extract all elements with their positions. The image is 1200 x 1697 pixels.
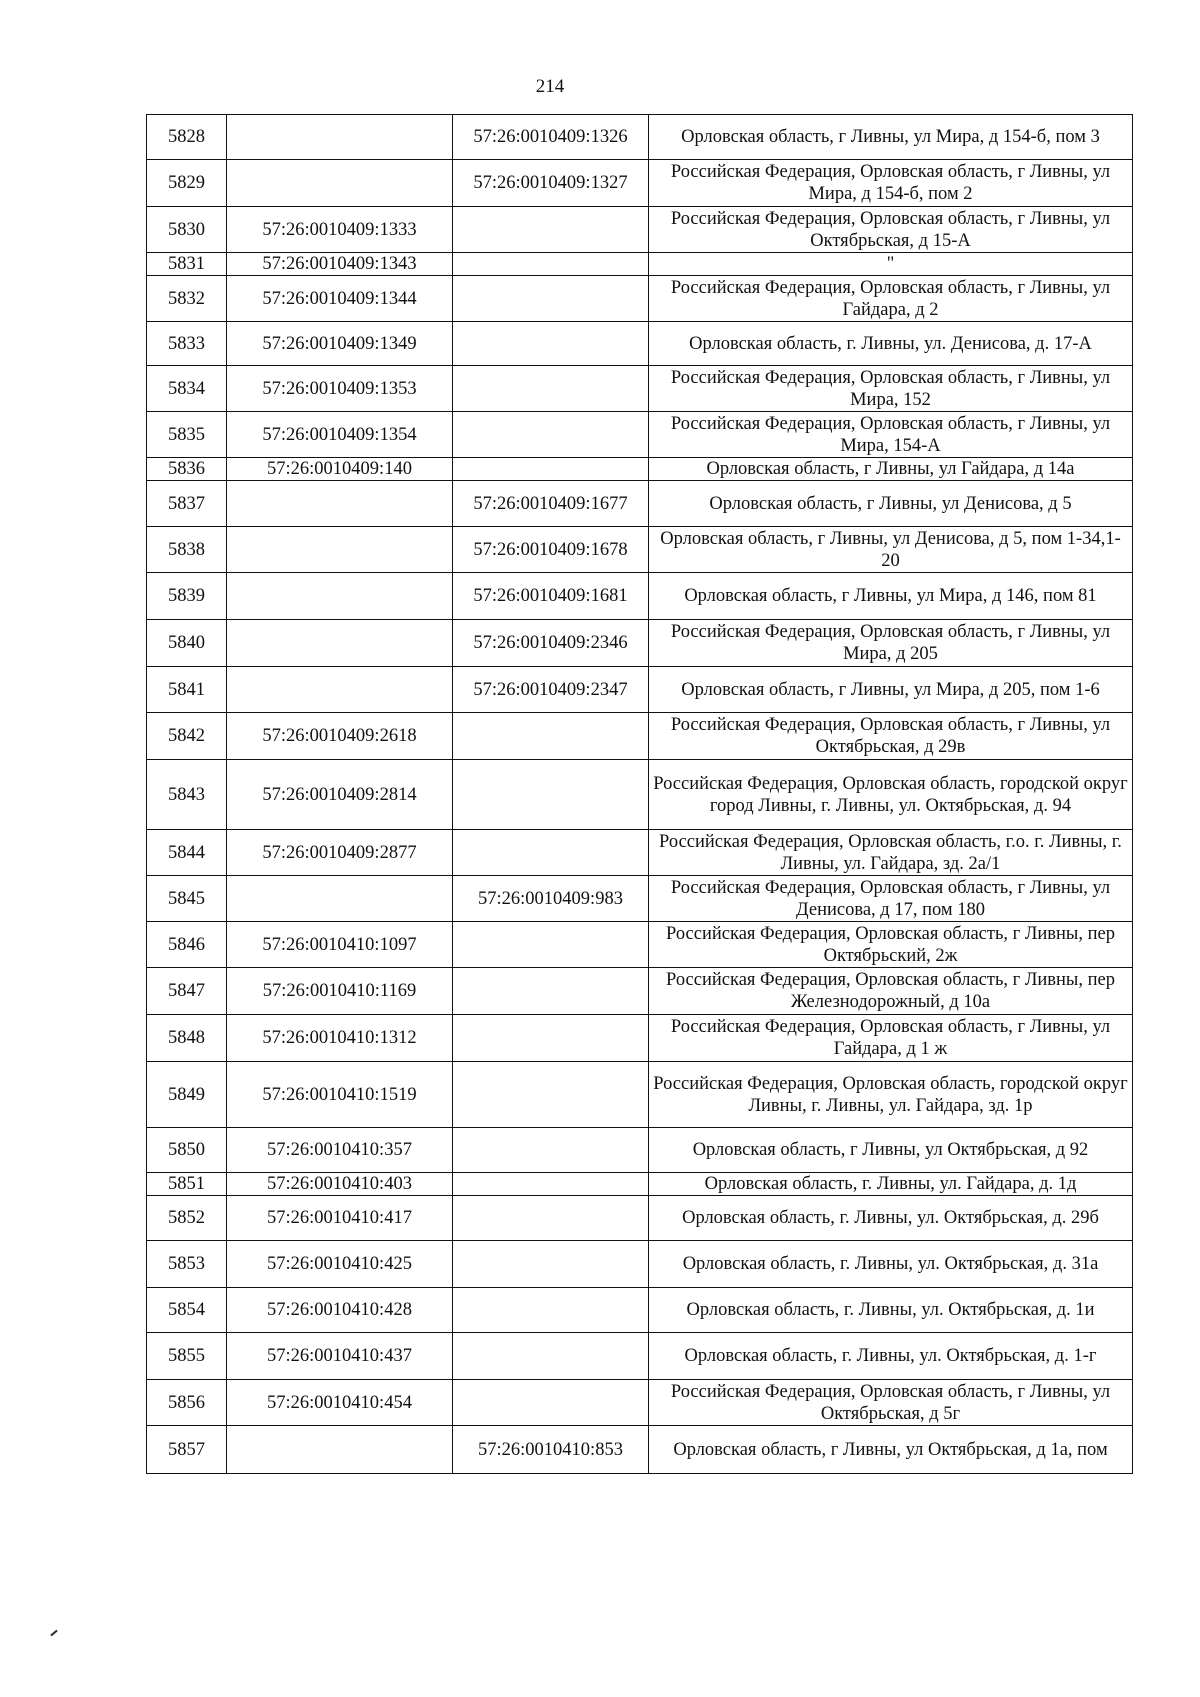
address: Орловская область, г. Ливны, ул. Гайдара, д. 1д: [649, 1173, 1133, 1196]
object-cadastral-number: 57:26:0010409:1326: [453, 115, 649, 160]
row-number: 5857: [147, 1426, 227, 1474]
object-cadastral-number: [453, 1128, 649, 1173]
row-number: 5834: [147, 366, 227, 412]
object-cadastral-number: 57:26:0010410:853: [453, 1426, 649, 1474]
row-number: 5848: [147, 1015, 227, 1062]
parcel-cadastral-number: 57:26:0010409:2877: [227, 830, 453, 876]
address: Орловская область, г Ливны, ул Октябрьская, д 1а, пом: [649, 1426, 1133, 1474]
parcel-cadastral-number: 57:26:0010410:1312: [227, 1015, 453, 1062]
address: Орловская область, г Ливны, ул Октябрьская, д 92: [649, 1128, 1133, 1173]
parcel-cadastral-number: 57:26:0010409:1353: [227, 366, 453, 412]
row-number: 5855: [147, 1333, 227, 1380]
address: Российская Федерация, Орловская область, г Ливны, ул Октябрьская, д 29в: [649, 713, 1133, 760]
address: Российская Федерация, Орловская область, городской округ город Ливны, г. Ливны, ул. Октябрьская, д. 94: [649, 760, 1133, 830]
table-row: [147, 276, 1133, 322]
address: Российская Федерация, Орловская область, г Ливны, ул Октябрьская, д 15-А: [649, 207, 1133, 253]
address: Орловская область, г Ливны, ул Мира, д 205, пом 1-6: [649, 667, 1133, 713]
parcel-cadastral-number: 57:26:0010409:2618: [227, 713, 453, 760]
parcel-cadastral-number: 57:26:0010410:417: [227, 1196, 453, 1241]
row-number: 5842: [147, 713, 227, 760]
table-row: [147, 115, 1133, 160]
row-number: 5830: [147, 207, 227, 253]
row-number: 5828: [147, 115, 227, 160]
table-row: [147, 527, 1133, 573]
parcel-cadastral-number: 57:26:0010410:403: [227, 1173, 453, 1196]
address: Орловская область, г Ливны, ул Денисова, д 5: [649, 481, 1133, 527]
address: Российская Федерация, Орловская область, городской округ Ливны, г. Ливны, ул. Гайдара, зд. 1р: [649, 1062, 1133, 1128]
row-number: 5831: [147, 253, 227, 276]
table-row: [147, 922, 1133, 968]
parcel-cadastral-number: [227, 527, 453, 573]
address: Орловская область, г Ливны, ул Мира, д 146, пом 81: [649, 573, 1133, 620]
parcel-cadastral-number: 57:26:0010410:1169: [227, 968, 453, 1015]
address: Российская Федерация, Орловская область, г Ливны, ул Октябрьская, д 5г: [649, 1380, 1133, 1426]
table-row: [147, 573, 1133, 620]
table-row: [147, 760, 1133, 830]
object-cadastral-number: [453, 1196, 649, 1241]
address: Орловская область, г. Ливны, ул. Октябрьская, д. 29б: [649, 1196, 1133, 1241]
table-row: [147, 830, 1133, 876]
parcel-cadastral-number: 57:26:0010410:1097: [227, 922, 453, 968]
parcel-cadastral-number: [227, 481, 453, 527]
row-number: 5851: [147, 1173, 227, 1196]
registry-body: [147, 115, 1133, 1474]
table-row: [147, 876, 1133, 922]
address: Российская Федерация, Орловская область, г Ливны, пер Железнодорожный, д 10а: [649, 968, 1133, 1015]
row-number: 5846: [147, 922, 227, 968]
object-cadastral-number: [453, 922, 649, 968]
parcel-cadastral-number: [227, 115, 453, 160]
object-cadastral-number: [453, 207, 649, 253]
address: ": [649, 253, 1133, 276]
parcel-cadastral-number: 57:26:0010410:454: [227, 1380, 453, 1426]
table-row: [147, 160, 1133, 207]
parcel-cadastral-number: [227, 160, 453, 207]
parcel-cadastral-number: [227, 1426, 453, 1474]
address: Орловская область, г Ливны, ул Гайдара, д 14а: [649, 458, 1133, 481]
parcel-cadastral-number: 57:26:0010410:1519: [227, 1062, 453, 1128]
row-number: 5835: [147, 412, 227, 458]
row-number: 5839: [147, 573, 227, 620]
row-number: 5836: [147, 458, 227, 481]
table-row: [147, 620, 1133, 667]
object-cadastral-number: [453, 713, 649, 760]
object-cadastral-number: [453, 1062, 649, 1128]
object-cadastral-number: [453, 968, 649, 1015]
parcel-cadastral-number: 57:26:0010410:437: [227, 1333, 453, 1380]
scan-mark: [50, 1630, 57, 1637]
parcel-cadastral-number: 57:26:0010409:140: [227, 458, 453, 481]
object-cadastral-number: [453, 760, 649, 830]
row-number: 5852: [147, 1196, 227, 1241]
parcel-cadastral-number: 57:26:0010410:425: [227, 1241, 453, 1288]
table-row: [147, 366, 1133, 412]
object-cadastral-number: [453, 366, 649, 412]
parcel-cadastral-number: 57:26:0010410:357: [227, 1128, 453, 1173]
address: Орловская область, г. Ливны, ул. Октябрьская, д. 1и: [649, 1288, 1133, 1333]
row-number: 5844: [147, 830, 227, 876]
table-row: [147, 1426, 1133, 1474]
table-row: [147, 253, 1133, 276]
parcel-cadastral-number: 57:26:0010409:1344: [227, 276, 453, 322]
table-row: [147, 1333, 1133, 1380]
row-number: 5837: [147, 481, 227, 527]
object-cadastral-number: [453, 412, 649, 458]
table-row: [147, 322, 1133, 366]
object-cadastral-number: 57:26:0010409:1677: [453, 481, 649, 527]
object-cadastral-number: [453, 322, 649, 366]
table-row: [147, 713, 1133, 760]
table-row: [147, 1062, 1133, 1128]
table-row: [147, 481, 1133, 527]
registry-table: [146, 114, 1133, 1474]
row-number: 5856: [147, 1380, 227, 1426]
object-cadastral-number: 57:26:0010409:1327: [453, 160, 649, 207]
object-cadastral-number: 57:26:0010409:1681: [453, 573, 649, 620]
address: Российская Федерация, Орловская область, г Ливны, ул Гайдара, д 2: [649, 276, 1133, 322]
row-number: 5843: [147, 760, 227, 830]
address: Российская Федерация, Орловская область, г Ливны, ул Мира, 152: [649, 366, 1133, 412]
object-cadastral-number: [453, 1333, 649, 1380]
address: Российская Федерация, Орловская область, г Ливны, пер Октябрьский, 2ж: [649, 922, 1133, 968]
table-row: [147, 1015, 1133, 1062]
address: Российская Федерация, Орловская область, г Ливны, ул Денисова, д 17, пом 180: [649, 876, 1133, 922]
row-number: 5847: [147, 968, 227, 1015]
address: Российская Федерация, Орловская область, г Ливны, ул Мира, д 205: [649, 620, 1133, 667]
row-number: 5840: [147, 620, 227, 667]
row-number: 5854: [147, 1288, 227, 1333]
table-row: [147, 667, 1133, 713]
parcel-cadastral-number: [227, 573, 453, 620]
address: Российская Федерация, Орловская область, г.о. г. Ливны, г. Ливны, ул. Гайдара, зд. 2а/1: [649, 830, 1133, 876]
table-row: [147, 207, 1133, 253]
address: Орловская область, г. Ливны, ул. Денисова, д. 17-А: [649, 322, 1133, 366]
object-cadastral-number: [453, 1241, 649, 1288]
table-row: [147, 1128, 1133, 1173]
object-cadastral-number: [453, 1288, 649, 1333]
row-number: 5849: [147, 1062, 227, 1128]
address: Российская Федерация, Орловская область, г Ливны, ул Мира, д 154-б, пом 2: [649, 160, 1133, 207]
parcel-cadastral-number: [227, 620, 453, 667]
object-cadastral-number: 57:26:0010409:2347: [453, 667, 649, 713]
row-number: 5841: [147, 667, 227, 713]
object-cadastral-number: [453, 1380, 649, 1426]
table-row: [147, 1380, 1133, 1426]
parcel-cadastral-number: 57:26:0010409:1343: [227, 253, 453, 276]
parcel-cadastral-number: [227, 667, 453, 713]
object-cadastral-number: [453, 830, 649, 876]
object-cadastral-number: [453, 1173, 649, 1196]
address: Орловская область, г. Ливны, ул. Октябрьская, д. 1-г: [649, 1333, 1133, 1380]
address: Российская Федерация, Орловская область, г Ливны, ул Мира, 154-А: [649, 412, 1133, 458]
parcel-cadastral-number: 57:26:0010409:1333: [227, 207, 453, 253]
object-cadastral-number: 57:26:0010409:983: [453, 876, 649, 922]
address: Российская Федерация, Орловская область, г Ливны, ул Гайдара, д 1 ж: [649, 1015, 1133, 1062]
row-number: 5829: [147, 160, 227, 207]
row-number: 5845: [147, 876, 227, 922]
parcel-cadastral-number: [227, 876, 453, 922]
object-cadastral-number: [453, 458, 649, 481]
row-number: 5850: [147, 1128, 227, 1173]
table-row: [147, 412, 1133, 458]
table-row: [147, 1173, 1133, 1196]
parcel-cadastral-number: 57:26:0010409:2814: [227, 760, 453, 830]
object-cadastral-number: 57:26:0010409:2346: [453, 620, 649, 667]
row-number: 5832: [147, 276, 227, 322]
object-cadastral-number: 57:26:0010409:1678: [453, 527, 649, 573]
row-number: 5833: [147, 322, 227, 366]
table-row: [147, 458, 1133, 481]
object-cadastral-number: [453, 1015, 649, 1062]
table-row: [147, 1288, 1133, 1333]
object-cadastral-number: [453, 276, 649, 322]
parcel-cadastral-number: 57:26:0010410:428: [227, 1288, 453, 1333]
address: Орловская область, г Ливны, ул Денисова, д 5, пом 1-34,1-20: [649, 527, 1133, 573]
table-row: [147, 1241, 1133, 1288]
row-number: 5853: [147, 1241, 227, 1288]
parcel-cadastral-number: 57:26:0010409:1349: [227, 322, 453, 366]
address: Орловская область, г Ливны, ул Мира, д 154-б, пом 3: [649, 115, 1133, 160]
parcel-cadastral-number: 57:26:0010409:1354: [227, 412, 453, 458]
table-row: [147, 968, 1133, 1015]
address: Орловская область, г. Ливны, ул. Октябрьская, д. 31а: [649, 1241, 1133, 1288]
object-cadastral-number: [453, 253, 649, 276]
page-number: 214: [535, 76, 565, 97]
table-row: [147, 1196, 1133, 1241]
row-number: 5838: [147, 527, 227, 573]
